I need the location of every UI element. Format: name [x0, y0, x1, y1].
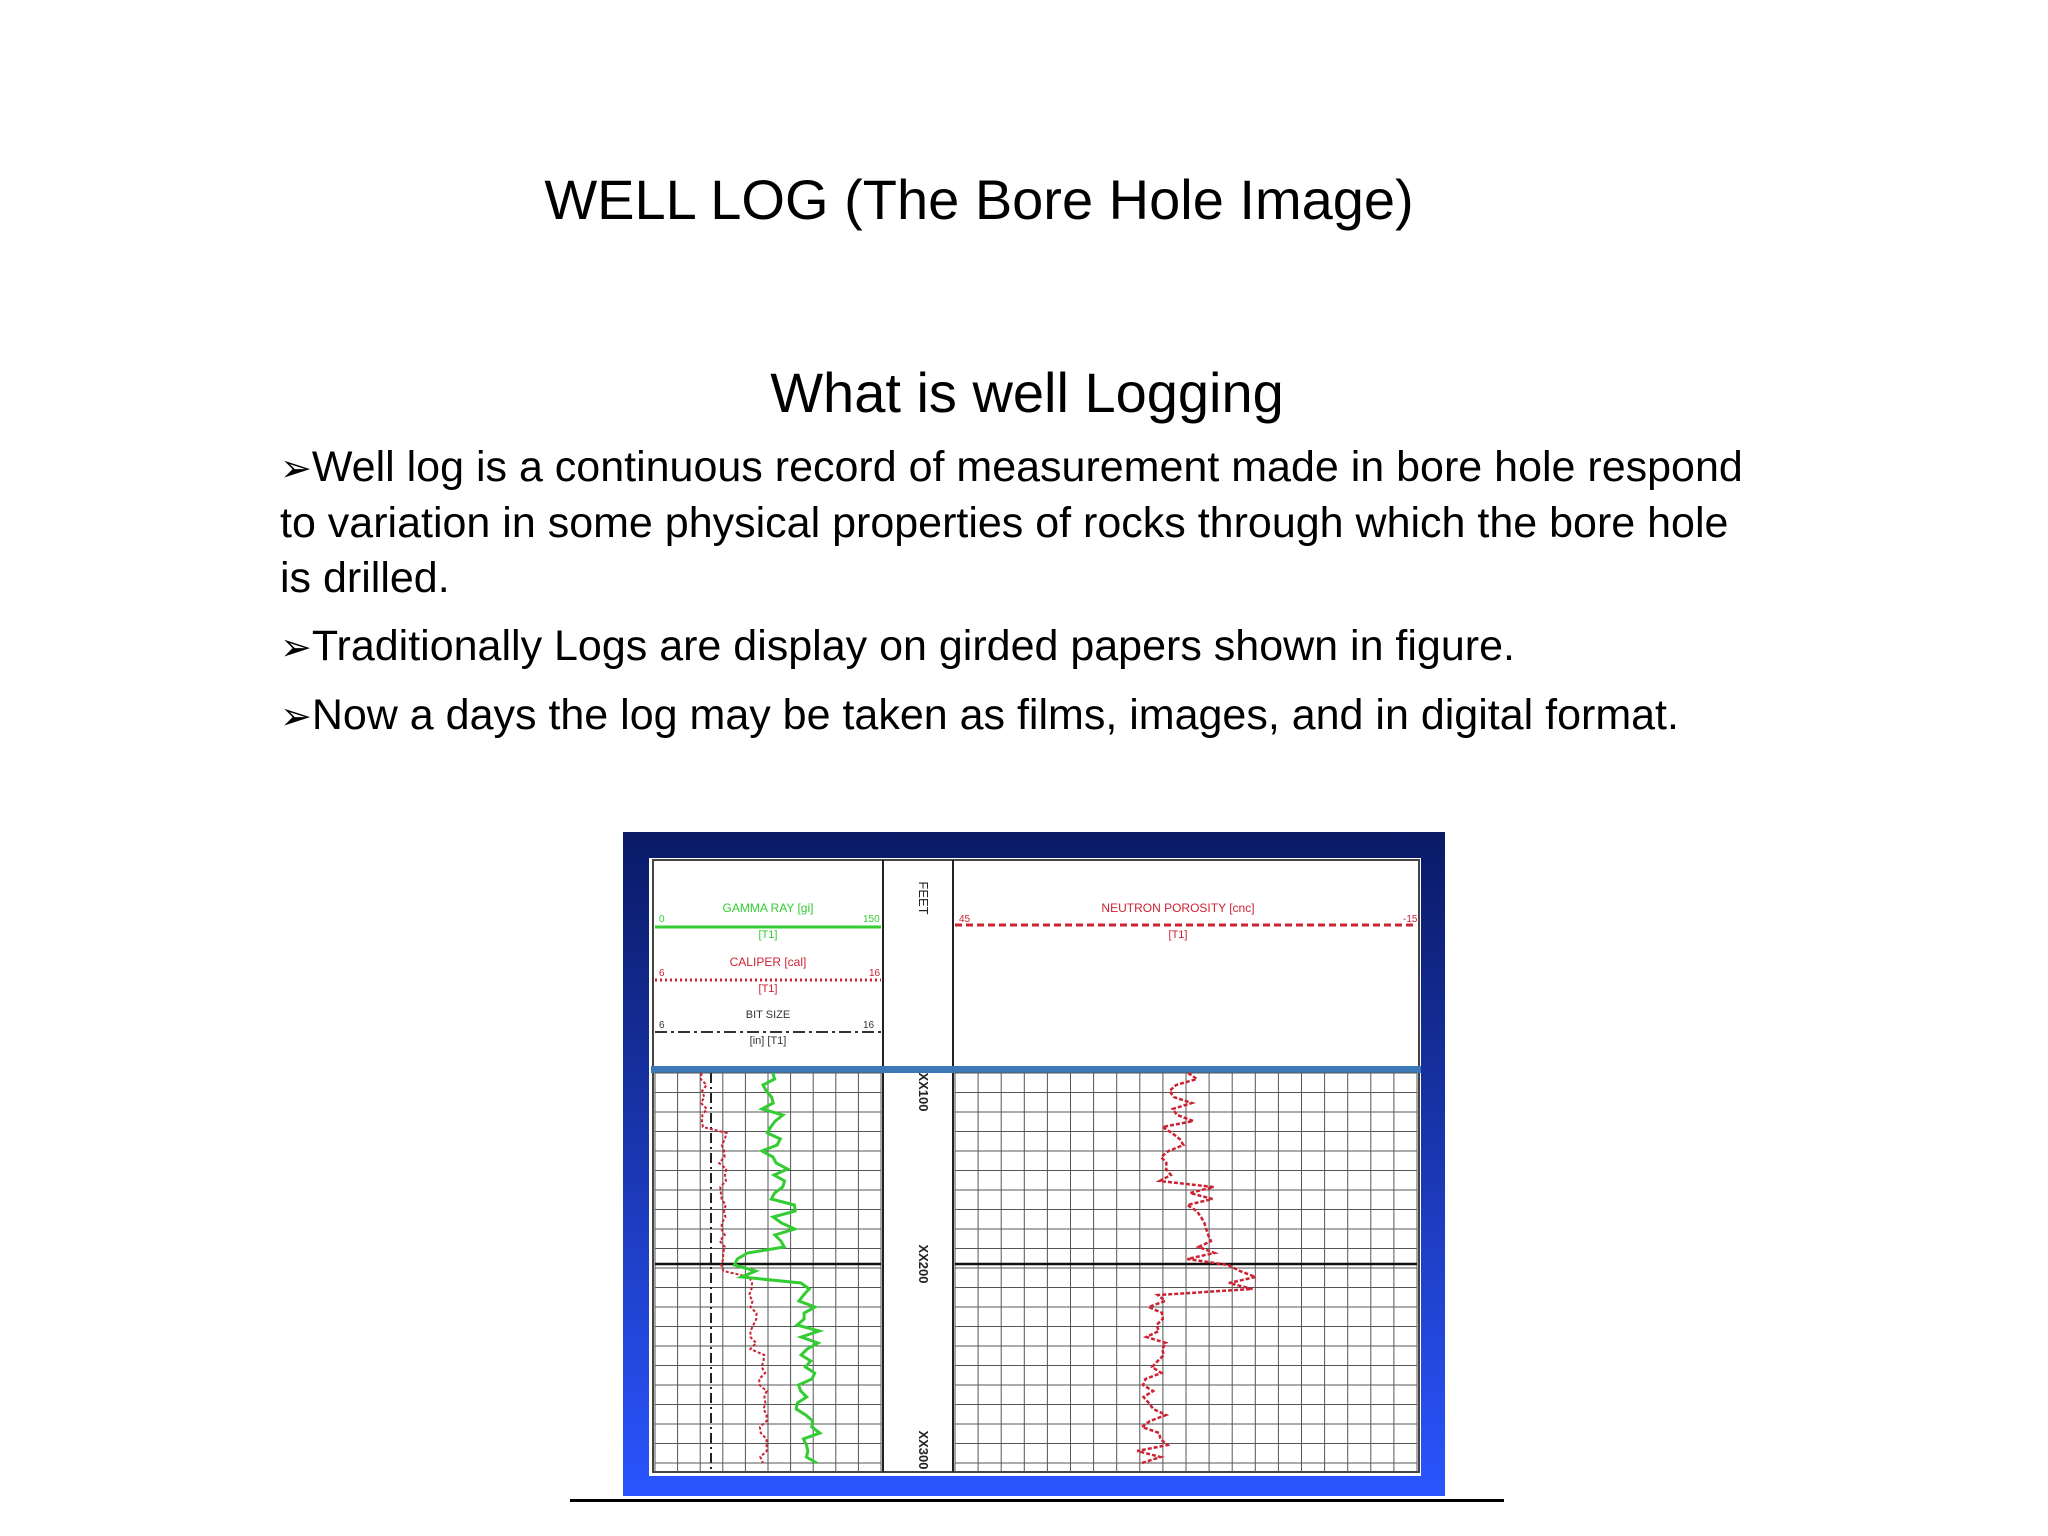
bullet-item: ➢Well log is a continuous record of measurement made in bore hole respond to variation in some physical properties of rocks through which the bore hole is drilled. — [280, 443, 1743, 602]
bit-min-label: 6 — [659, 1020, 665, 1031]
well-log-figure — [623, 832, 1445, 1496]
header-divider — [651, 1066, 1421, 1073]
well-log-svg — [623, 832, 1445, 1496]
bullet-list — [280, 440, 1760, 757]
neutron-unit-label: [T1] — [1168, 929, 1188, 941]
caliper-max-label: 16 — [869, 968, 881, 979]
figure-underline — [570, 1499, 1504, 1502]
bit-size-label: BIT SIZE — [745, 1009, 791, 1021]
caliper-label: CALIPER [cal] — [729, 955, 807, 969]
gamma-max-label: 150 — [863, 914, 880, 925]
bullet-item: ➢Now a days the log may be taken as films, images, and in digital format. — [280, 691, 1679, 739]
depth-label: XX200 — [916, 1244, 931, 1284]
feet-label: FEET — [916, 881, 931, 915]
bit-max-label: 16 — [863, 1020, 875, 1031]
depth-label: XX300 — [916, 1430, 931, 1470]
arrow-bullet-icon: ➢ — [280, 625, 312, 669]
slide-title: WELL LOG (The Bore Hole Image) — [544, 168, 1414, 231]
bullet-item: ➢Traditionally Logs are display on girded papers shown in figure. — [280, 622, 1515, 670]
caliper-min-label: 6 — [659, 968, 665, 979]
gamma-ray-label: GAMMA RAY [gi] — [722, 901, 814, 915]
log-paper — [649, 858, 1421, 1476]
neutron-min-label: 45 — [959, 914, 971, 925]
arrow-bullet-icon: ➢ — [280, 694, 312, 738]
arrow-bullet-icon: ➢ — [280, 446, 312, 490]
slide-subtitle: What is well Logging — [770, 361, 1284, 424]
neutron-max-label: -15 — [1403, 914, 1418, 925]
bit-unit-label: [in] [T1] — [749, 1035, 787, 1047]
caliper-unit-label: [T1] — [758, 983, 778, 995]
gamma-min-label: 0 — [659, 914, 665, 925]
neutron-porosity-label: NEUTRON POROSITY [cnc] — [1101, 901, 1255, 915]
track2-grid — [955, 1073, 1417, 1472]
depth-label: XX100 — [916, 1072, 931, 1112]
gamma-unit-label: [T1] — [758, 929, 778, 941]
